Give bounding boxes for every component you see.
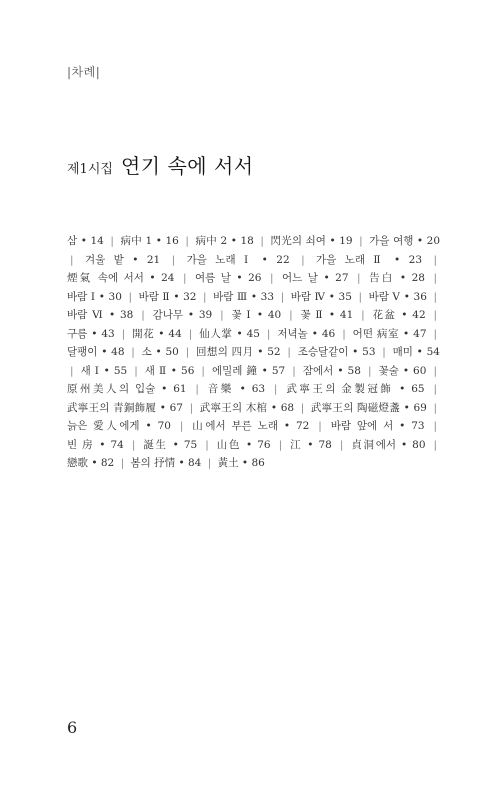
toc-entry-page: 61 <box>173 383 187 395</box>
toc-entry-title: 煙氣 속에 서서 <box>67 272 144 284</box>
toc-entry-page: 46 <box>321 327 336 340</box>
chapter-heading <box>67 150 254 179</box>
toc-entry-page: 75 <box>183 438 198 451</box>
toc-entry <box>139 291 197 303</box>
toc-entry-page: 70 <box>157 420 171 432</box>
toc-entry-page: 74 <box>110 438 124 451</box>
toc-entry-page: 21 <box>146 253 161 266</box>
toc-bar-separator: | <box>182 272 187 284</box>
toc-dot-separator: • <box>97 346 112 358</box>
toc-bar-separator: | <box>70 253 74 266</box>
toc-bar-separator: | <box>120 457 125 469</box>
toc-entry-title: 武寧王의 金製冠飾 <box>286 383 394 395</box>
toc-entry-page: 67 <box>169 401 183 414</box>
toc-entry-page: 39 <box>198 309 213 321</box>
toc-entry-title: 가을 노래 Ⅰ <box>186 253 254 266</box>
toc-bar-separator: | <box>269 272 274 284</box>
toc-entry <box>271 235 353 247</box>
toc-entry-page: 73 <box>411 420 425 432</box>
toc-bar-separator: | <box>433 438 438 451</box>
toc-dot-separator: • <box>385 253 409 266</box>
toc-entry-title: 山色 <box>216 438 242 451</box>
toc-dot-separator: • <box>183 309 199 321</box>
toc-entry-page: 35 <box>338 290 352 303</box>
toc-bar-separator: | <box>273 383 278 395</box>
toc-dot-separator: • <box>155 383 174 395</box>
toc-entry-title: 바람 Ⅵ <box>67 309 105 321</box>
toc-entry-title: 조승달같이 <box>297 346 349 358</box>
toc-entry-page: 82 <box>100 457 115 469</box>
toc-bar-separator: | <box>301 253 305 266</box>
toc-entry-title: 戀歌 <box>67 457 88 469</box>
toc-dot-separator: • <box>396 438 413 451</box>
toc-entry-title: 꽃 Ⅰ <box>231 309 253 321</box>
toc-dot-separator: • <box>394 272 412 284</box>
toc-bar-separator: | <box>382 346 386 358</box>
toc-dot-separator: • <box>413 235 427 247</box>
toc-entry <box>282 272 349 284</box>
toc-bar-separator: | <box>433 364 437 377</box>
toc-entry-title: 늙은 愛人에게 <box>67 420 140 432</box>
toc-bar-separator: | <box>195 383 199 395</box>
toc-entry-page: 26 <box>248 272 262 284</box>
toc-dot-separator: • <box>325 290 339 303</box>
toc-bar-separator: | <box>361 309 365 321</box>
toc-bar-separator: | <box>433 272 437 284</box>
toc-entry-title: 開花 <box>132 327 155 340</box>
toc-entry <box>208 383 265 395</box>
toc-entry-title: 어떤 病室 <box>352 327 400 340</box>
toc-entry <box>369 272 425 284</box>
toc-dot-separator: • <box>324 309 340 321</box>
toc-entry-page: 38 <box>120 309 134 321</box>
toc-entry-page: 55 <box>113 364 128 377</box>
toc-bar-separator: | <box>433 253 438 266</box>
toc-entry <box>298 346 376 358</box>
toc-dot-separator: • <box>99 364 114 377</box>
toc-entry <box>67 309 133 321</box>
toc-body <box>67 232 440 473</box>
toc-bar-separator: | <box>220 309 224 321</box>
toc-bar-separator: | <box>342 327 346 340</box>
toc-bar-separator: | <box>433 327 438 340</box>
toc-dot-separator: • <box>169 290 184 303</box>
toc-entry-title: 잠에서 <box>302 364 334 377</box>
toc-dot-separator: • <box>348 346 363 358</box>
toc-entry-page: 33 <box>260 290 275 303</box>
toc-entry-title: 武寧王의 木棺 <box>199 401 268 414</box>
toc-entry <box>143 439 197 451</box>
toc-dot-separator: • <box>77 235 91 247</box>
toc-bar-separator: | <box>289 309 293 321</box>
toc-entry-page: 54 <box>426 346 440 358</box>
toc-entry <box>331 420 425 432</box>
toc-dot-separator: • <box>253 346 268 358</box>
toc-entry <box>369 291 427 303</box>
toc-entry-page: 53 <box>362 346 376 358</box>
toc-entry <box>286 383 424 395</box>
toc-entry-page: 86 <box>251 457 265 469</box>
toc-entry-title: 가을 노래 Ⅱ <box>316 253 386 266</box>
toc-dot-separator: • <box>152 235 166 247</box>
toc-entry-title: 겨울 밭 <box>84 253 124 266</box>
toc-entry-title: 새 Ⅱ <box>144 364 167 377</box>
toc-entry <box>369 235 440 247</box>
toc-bar-separator: | <box>201 364 205 377</box>
toc-entry <box>290 439 332 451</box>
toc-entry-page: 43 <box>101 327 115 340</box>
toc-entry <box>303 365 361 377</box>
toc-entry-page: 42 <box>412 309 426 321</box>
toc-entry-page: 80 <box>412 438 426 451</box>
toc-entry <box>217 439 271 451</box>
toc-entry-page: 27 <box>335 272 349 284</box>
toc-dot-separator: • <box>252 309 268 321</box>
toc-bar-separator: | <box>185 235 189 247</box>
toc-entry <box>372 309 425 321</box>
toc-dot-separator: • <box>139 420 158 432</box>
toc-entry-page: 14 <box>90 235 104 247</box>
toc-dot-separator: • <box>267 401 281 414</box>
toc-entry-title: 閃光의 쇠여 <box>270 235 326 247</box>
toc-entry-title: 매미 <box>392 346 413 358</box>
toc-entry <box>311 402 427 414</box>
toc-entry-title: 바람 앞에 서 <box>330 420 394 432</box>
toc-entry-page: 45 <box>246 327 260 340</box>
toc-entry <box>132 328 182 340</box>
toc-dot-separator: • <box>278 420 296 432</box>
toc-entry <box>196 235 254 247</box>
toc-dot-separator: • <box>167 438 184 451</box>
toc-entry <box>213 291 274 303</box>
toc-entry-page: 57 <box>271 364 286 377</box>
toc-entry-page: 68 <box>280 401 295 414</box>
toc-entry-title: 바람 Ⅱ <box>138 290 170 303</box>
toc-entry-page: 52 <box>267 346 281 358</box>
toc-entry <box>85 254 160 266</box>
toc-entry-page: 84 <box>187 457 202 469</box>
toc-entry <box>316 254 422 266</box>
toc-entry-title: 바람 Ⅳ <box>290 290 326 303</box>
toc-entry <box>351 439 425 451</box>
toc-dot-separator: • <box>393 420 412 432</box>
toc-entry-title: 바람 Ⅲ <box>213 290 248 303</box>
toc-dot-separator: • <box>400 290 414 303</box>
toc-dot-separator: • <box>238 457 252 469</box>
toc-entry-title: 病中 1 <box>120 235 153 247</box>
toc-entry-title: 花盆 <box>372 309 397 321</box>
toc-entry-page: 69 <box>413 401 427 414</box>
toc-entry-page: 60 <box>413 364 427 377</box>
toc-entry-page: 78 <box>318 438 332 451</box>
toc-entry-title: 音樂 <box>207 383 234 395</box>
toc-entry-title: 감나무 <box>152 309 184 321</box>
toc-entry-title: 구름 <box>67 327 88 340</box>
toc-entry-title: 가을 여행 <box>369 235 414 247</box>
toc-dot-separator: • <box>302 438 319 451</box>
toc-bar-separator: | <box>433 420 438 432</box>
toc-entry-page: 22 <box>276 253 290 266</box>
toc-bar-separator: | <box>128 290 133 303</box>
toc-dot-separator: • <box>94 438 111 451</box>
toc-bar-separator: | <box>205 438 209 451</box>
toc-bar-separator: | <box>292 364 296 377</box>
toc-bar-separator: | <box>433 290 438 303</box>
toc-entry-page: 30 <box>108 290 122 303</box>
toc-entry <box>67 235 104 247</box>
toc-dot-separator: • <box>87 327 102 340</box>
toc-entry-page: 56 <box>181 364 195 377</box>
toc-entry-title: 바람 Ⅴ <box>368 290 401 303</box>
toc-entry <box>379 365 427 377</box>
toc-dot-separator: • <box>151 346 166 358</box>
toc-dot-separator: • <box>241 438 258 451</box>
toc-dot-separator: • <box>156 401 170 414</box>
toc-bar-separator: | <box>278 438 283 451</box>
toc-entry-page: 19 <box>339 235 353 247</box>
toc-entry <box>195 272 262 284</box>
toc-entry-page: 76 <box>257 438 271 451</box>
toc-entry <box>393 346 440 358</box>
toc-entry-title: 病中 2 <box>195 235 228 247</box>
chapter-title: 연기 속에 서서 <box>120 154 254 178</box>
toc-entry <box>67 402 183 414</box>
toc-bar-separator: | <box>280 290 285 303</box>
toc-entry-title: 새 Ⅰ <box>80 364 100 377</box>
toc-bar-separator: | <box>207 457 212 469</box>
toc-entry-page: 50 <box>165 346 179 358</box>
page-number: 6 <box>67 718 78 737</box>
toc-bar-separator: | <box>260 235 264 247</box>
toc-dot-separator: • <box>307 327 322 340</box>
toc-entry-page: 32 <box>183 290 197 303</box>
toc-entry-title: 回想의 四月 <box>195 346 254 358</box>
toc-dot-separator: • <box>95 290 109 303</box>
toc-entry-title: 저녁놀 <box>277 327 308 340</box>
toc-entry-title: 바람 Ⅰ <box>67 290 96 303</box>
toc-bar-separator: | <box>359 235 363 247</box>
toc-entry <box>192 420 309 432</box>
toc-entry <box>277 328 335 340</box>
toc-entry <box>212 365 285 377</box>
toc-entry <box>81 365 128 377</box>
toc-entry-page: 20 <box>426 235 441 247</box>
toc-dot-separator: • <box>230 272 249 284</box>
toc-entry-title: 誕生 <box>143 438 168 451</box>
toc-entry-page: 36 <box>413 290 427 303</box>
toc-entry-title: 山에서 부른 노래 <box>192 420 278 432</box>
toc-entry-page: 47 <box>413 327 427 340</box>
toc-dot-separator: • <box>154 327 169 340</box>
toc-bar-separator: | <box>367 364 372 377</box>
toc-entry-title: 삼 <box>67 235 78 247</box>
toc-entry <box>130 457 201 469</box>
toc-entry-page: 16 <box>165 235 179 247</box>
section-label: |차례| <box>67 65 101 79</box>
toc-bar-separator: | <box>433 309 438 321</box>
toc-entry <box>67 291 122 303</box>
toc-dot-separator: • <box>333 364 348 377</box>
toc-bar-separator: | <box>131 438 136 451</box>
toc-entry <box>142 346 179 358</box>
chapter-number: 제1시집 <box>67 162 113 177</box>
toc-entry-title: 武寧王의 陶磁燈盞 <box>310 401 401 414</box>
toc-dot-separator: • <box>317 272 336 284</box>
toc-dot-separator: • <box>253 253 277 266</box>
toc-dot-separator: • <box>227 235 241 247</box>
toc-entry-title: 달팽이 <box>67 346 98 358</box>
toc-bar-separator: | <box>134 364 138 377</box>
toc-entry <box>67 383 187 395</box>
toc-entry <box>67 439 124 451</box>
toc-entry-title: 어느 날 <box>282 272 318 284</box>
toc-entry-title: 貞洞에서 <box>351 438 396 451</box>
toc-dot-separator: • <box>396 309 413 321</box>
toc-entry <box>187 254 290 266</box>
toc-bar-separator: | <box>358 290 363 303</box>
toc-bar-separator: | <box>70 364 74 377</box>
toc-entry-title: 告白 <box>369 272 395 284</box>
toc-entry-page: 44 <box>168 327 182 340</box>
toc-entry-page: 41 <box>339 309 354 321</box>
toc-entry <box>67 346 125 358</box>
toc-bar-separator: | <box>433 401 437 414</box>
toc-dot-separator: • <box>393 383 412 395</box>
toc-entry <box>231 309 281 321</box>
toc-dot-separator: • <box>166 364 182 377</box>
toc-entry <box>196 346 281 358</box>
toc-entry-title: 빈 房 <box>67 438 95 451</box>
toc-dot-separator: • <box>399 327 414 340</box>
toc-entry-page: 65 <box>411 383 425 395</box>
toc-entry-page: 72 <box>295 420 310 432</box>
toc-dot-separator: • <box>412 346 427 358</box>
toc-bar-separator: | <box>121 327 126 340</box>
toc-entry-title: 봄의 抒情 <box>130 457 176 469</box>
toc-bar-separator: | <box>110 235 114 247</box>
toc-entry <box>67 457 114 469</box>
toc-entry <box>145 365 195 377</box>
toc-entry <box>121 235 179 247</box>
toc-entry <box>199 328 260 340</box>
toc-entry <box>67 272 174 284</box>
toc-entry-page: 24 <box>161 272 175 284</box>
toc-entry-title: 武寧王의 青銅飾履 <box>67 401 157 414</box>
toc-entry-page: 40 <box>267 309 282 321</box>
toc-bar-separator: | <box>203 290 207 303</box>
toc-entry <box>153 309 213 321</box>
toc-dot-separator: • <box>400 401 414 414</box>
toc-dot-separator: • <box>88 457 101 469</box>
toc-entry-title: 꽃 Ⅱ <box>300 309 325 321</box>
toc-bar-separator: | <box>266 327 271 340</box>
toc-entry-title: 原州美人의 입술 <box>67 383 156 395</box>
toc-bar-separator: | <box>185 346 190 358</box>
toc-entry-page: 23 <box>408 253 423 266</box>
toc-entry-page: 28 <box>411 272 425 284</box>
toc-dot-separator: • <box>232 327 247 340</box>
toc-entry-title: 仙人掌 <box>199 327 233 340</box>
toc-dot-separator: • <box>257 364 272 377</box>
toc-entry <box>291 291 352 303</box>
toc-entry-page: 63 <box>251 383 266 395</box>
toc-entry-title: 黃土 <box>217 457 239 469</box>
toc-bar-separator: | <box>357 272 361 284</box>
toc-entry-title: 소 <box>141 346 152 358</box>
toc-entry <box>353 328 427 340</box>
toc-entry <box>200 402 294 414</box>
toc-bar-separator: | <box>339 438 344 451</box>
toc-entry <box>67 328 115 340</box>
toc-bar-separator: | <box>131 346 135 358</box>
toc-entry-title: 꽃술 <box>378 364 399 377</box>
toc-dot-separator: • <box>233 383 252 395</box>
toc-bar-separator: | <box>433 383 437 395</box>
toc-dot-separator: • <box>143 272 162 284</box>
toc-bar-separator: | <box>179 420 184 432</box>
toc-entry <box>300 309 353 321</box>
toc-bar-separator: | <box>171 253 176 266</box>
toc-bar-separator: | <box>318 420 322 432</box>
toc-bar-separator: | <box>141 309 145 321</box>
toc-dot-separator: • <box>104 309 120 321</box>
toc-dot-separator: • <box>247 290 261 303</box>
toc-bar-separator: | <box>189 401 194 414</box>
toc-entry-page: 48 <box>111 346 125 358</box>
toc-bar-separator: | <box>300 401 305 414</box>
toc-bar-separator: | <box>287 346 291 358</box>
toc-dot-separator: • <box>123 253 147 266</box>
toc-bar-separator: | <box>188 327 193 340</box>
toc-entry-title: 에밀레 鐘 <box>212 364 258 377</box>
toc-dot-separator: • <box>325 235 340 247</box>
toc-entry <box>218 457 265 469</box>
toc-entry-title: 여름 날 <box>194 272 231 284</box>
toc-dot-separator: • <box>398 364 414 377</box>
toc-entry <box>67 420 171 432</box>
toc-entry-page: 18 <box>240 235 254 247</box>
toc-entry-page: 58 <box>347 364 361 377</box>
toc-entry-title: 江 <box>290 438 303 451</box>
toc-dot-separator: • <box>175 457 188 469</box>
